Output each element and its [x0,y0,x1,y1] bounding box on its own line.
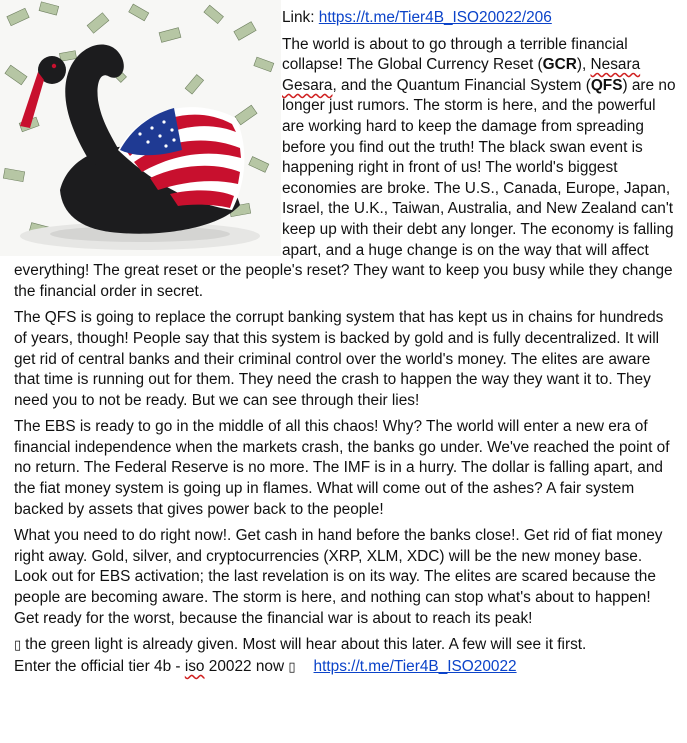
iso-term: iso [184,657,205,675]
paragraph-4: What you need to do right now!. Get cash in hand before the banks close!. Get rid of fiat money right away. Gold, silver, and cryptocurrencies (XRP, XLM, XDC) will be the new money base. Look out for EBS activation; the last revelation is on its way. The elites are scared because the people are becoming aware. The storm is here, and nothing can stop what's about to happen! Get ready for the worst, because the financial war is about to reach its peak! [14,527,663,627]
paragraph-5 [14,635,679,678]
paragraph-3: The EBS is ready to go in the middle of all this chaos! Why? The world will enter a new era of financial independence when the markets crash, the banks go under. We've reached the point of no return. The Federal Reserve is no more. The IMF is in a hurry. The dollar is falling apart, and the fiat money system is going up in flames. What will come out of the ashes? A fair system backed by assets that gives power back to the people! [14,418,670,518]
gcr-term: GCR [542,56,577,74]
paragraph-1-text-b: ), [576,56,591,74]
paragraph-5-line-1: the green light is already given. Most will hear about this later. A few will see it first. [25,636,587,654]
paragraph-1-text-c: , and the Quantum Financial System ( [332,76,591,94]
nesara-term: Nesara Gesara [282,56,641,94]
qfs-term: QFS [590,76,623,94]
article-text [14,0,679,684]
link-label: Link: [282,9,319,26]
paragraph-1-text-d: ) are no longer just rumors. The storm is here, and the powerful are working hard to keep the damage from spreading before you find out the truth! The black swan event is happening right in front of us! The world's biggest economies are broke. The U.S., Canada, Europe, Japan, Israel, the U.K., Taiwan, Australia, and New Zealand can't keep up with their debt any longer. The economy is falling apart, and a huge change is on the way that will affect everything! The great reset or the people's reset? They want to keep you busy while they change the financial order in secret. [14,76,676,300]
paragraph-5-line-2a: Enter the official tier 4b - [14,657,185,675]
paragraph-2: The QFS is going to replace the corrupt banking system that has kept us in chains for hundreds of years, though! People say that this system is backed by gold and is fully decentralized. It will get rid of central banks and their criminal control over the world's money. The elites are aware that time is running out for them. They need the crash to happen the way they want it to. They need you to not be ready. But we can see through their lies! [14,309,664,409]
source-link[interactable]: https://t.me/Tier4B_ISO20022/206 [318,9,552,26]
channel-link[interactable]: https://t.me/Tier4B_ISO20022 [313,657,517,675]
paragraph-5-line-2b: 20022 now [204,657,289,675]
image-wrap-spacer [14,0,282,256]
paragraph-1-text-a: The world is about to go through a terrible financial collapse! The Global Currency Reset ( [282,35,628,74]
emoji-placeholder-icon: ▯ [14,638,22,654]
emoji-placeholder-icon-2: ▯ [288,659,296,675]
